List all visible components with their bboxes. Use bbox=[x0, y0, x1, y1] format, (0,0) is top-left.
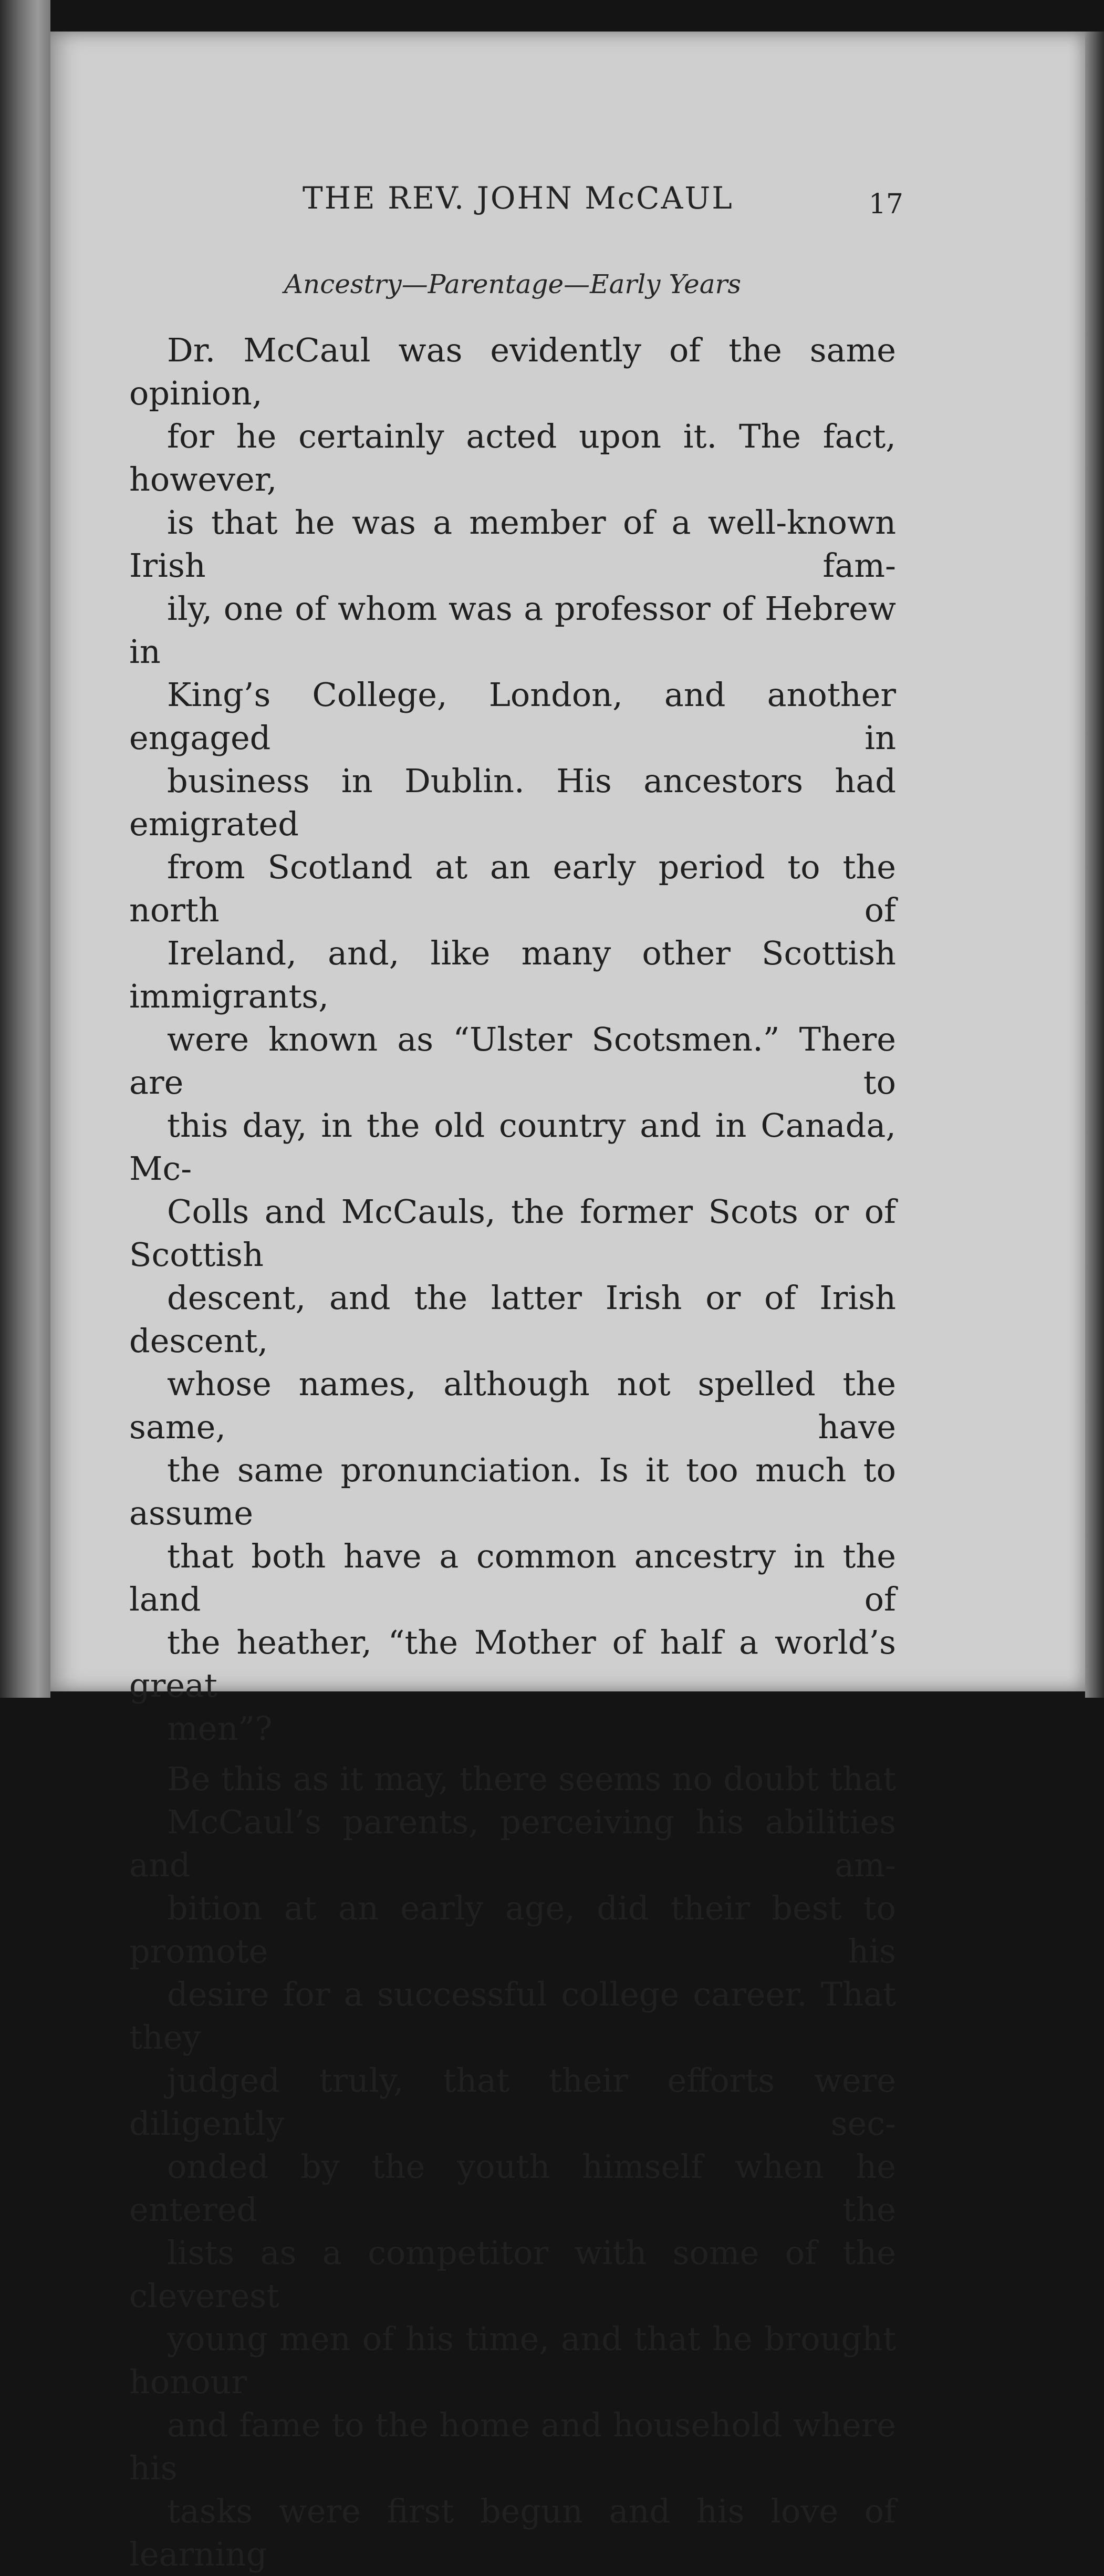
page-number: 17 bbox=[868, 189, 903, 220]
paragraph-line: ily, one of whom was a professor of Hebrew in bbox=[129, 589, 896, 671]
running-title: THE REV. JOHN McCAUL bbox=[303, 180, 734, 216]
paragraph-line: for he certainly acted upon it. The fact, however, bbox=[129, 417, 896, 498]
paragraph-line: Ireland, and, like many other Scottish immigrants, bbox=[129, 934, 896, 1015]
book-page bbox=[50, 32, 1085, 2573]
page-edge-shadow bbox=[1085, 32, 1104, 1698]
paragraph-line: tasks were first begun and his love of learning bbox=[129, 2492, 896, 2573]
paragraph-1 bbox=[129, 329, 896, 1750]
paragraph-line: lists as a competitor with some of the cleverest bbox=[129, 2234, 896, 2315]
running-head bbox=[303, 180, 949, 227]
paragraph-line: the heather, “the Mother of half a world’s great bbox=[129, 1623, 896, 1705]
paragraph-line: King’s College, London, and another engaged in bbox=[129, 676, 896, 757]
paragraph-line: young men of his time, and that he brought honour bbox=[129, 2320, 896, 2401]
book-spine-shadow bbox=[0, 0, 50, 1698]
paragraph-line: is that he was a member of a well-known Irish fam- bbox=[129, 503, 896, 585]
paragraph-line: and fame to the home and household where his bbox=[129, 2406, 896, 2487]
paragraph-line: Colls and McCauls, the former Scots or of Scottish bbox=[129, 1192, 896, 1274]
paragraph-line: judged truly, that their efforts were diligently sec- bbox=[129, 2061, 896, 2143]
paragraph-line: business in Dublin. His ancestors had emigrated bbox=[129, 762, 896, 843]
paragraph-line: that both have a common ancestry in the land of bbox=[129, 1537, 896, 1618]
paragraph-line: desire for a successful college career. That they bbox=[129, 1975, 896, 2056]
paragraph-line: this day, in the old country and in Canada, Mc- bbox=[129, 1106, 896, 1188]
paragraph-line: Be this as it may, there seems no doubt that bbox=[167, 1760, 896, 1798]
paragraph-line: bition at an early age, did their best to promote his bbox=[129, 1889, 896, 1970]
paragraph-line: men”? bbox=[167, 1709, 273, 1748]
section-heading: Ancestry—Parentage—Early Years bbox=[284, 269, 742, 299]
paragraph-line: were known as “Ulster Scotsmen.” There are to bbox=[129, 1020, 896, 1102]
paragraph-line: Dr. McCaul was evidently of the same opinion, bbox=[129, 331, 896, 412]
paragraph-2 bbox=[129, 1758, 896, 2576]
body-text bbox=[129, 329, 896, 2576]
paragraph-line: descent, and the latter Irish or of Irish descent, bbox=[129, 1279, 896, 1360]
paragraph-line: from Scotland at an early period to the north of bbox=[129, 848, 896, 929]
paragraph-line: McCaul’s parents, perceiving his abilities and am- bbox=[129, 1803, 896, 1884]
paragraph-line: the same pronunciation. Is it too much to assume bbox=[129, 1451, 896, 1532]
paragraph-line: whose names, although not spelled the same, have bbox=[129, 1365, 896, 1446]
paragraph-line: onded by the youth himself when he entered the bbox=[129, 2147, 896, 2229]
